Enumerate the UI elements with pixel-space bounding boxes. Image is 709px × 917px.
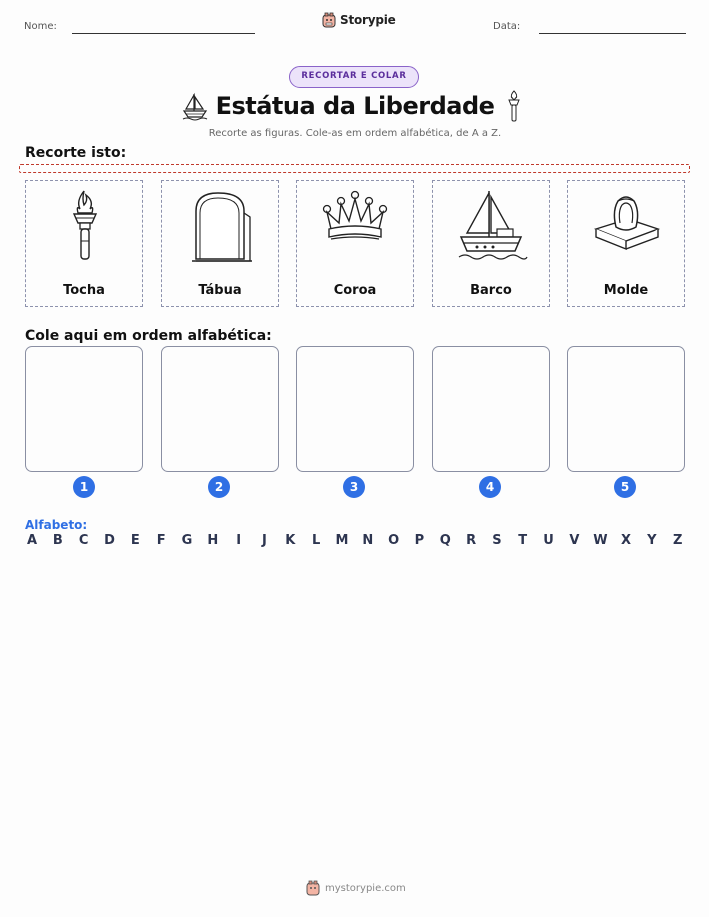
page-title: Estátua da Liberdade	[215, 92, 495, 120]
alphabet-title: Alfabeto:	[25, 518, 88, 532]
alphabet-letter: X	[621, 533, 632, 548]
card-label: Coroa	[333, 283, 377, 298]
crown-icon	[297, 181, 415, 281]
paste-box-5[interactable]	[567, 346, 685, 472]
alphabet-letter: J	[262, 533, 267, 548]
alphabet-letter: R	[466, 533, 477, 548]
brand-name: Storypie	[340, 13, 396, 27]
alphabet-letter: L	[311, 533, 321, 548]
date-line[interactable]	[539, 33, 686, 34]
alphabet-letter: E	[130, 533, 140, 548]
alphabet-letter: D	[104, 533, 115, 548]
cutout-card-tabua[interactable]	[161, 180, 279, 307]
alphabet-letter: N	[362, 533, 374, 548]
date-label: Data:	[493, 21, 521, 32]
number-badge-3: 3	[343, 476, 365, 498]
cutout-card-coroa[interactable]	[296, 180, 414, 307]
cut-section-title: Recorte isto:	[25, 145, 127, 161]
boat-icon	[433, 181, 551, 281]
alphabet-letter: T	[518, 533, 528, 548]
alphabet-letter: Y	[647, 533, 657, 548]
storypie-mascot-icon	[306, 880, 320, 896]
alphabet-letter: U	[543, 533, 554, 548]
alphabet-letter: K	[285, 533, 296, 548]
alphabet-letter: Z	[672, 533, 683, 548]
paste-box-1[interactable]	[25, 346, 143, 472]
alphabet-letter: B	[52, 533, 63, 548]
name-label: Nome:	[24, 21, 57, 32]
number-badge-1: 1	[73, 476, 95, 498]
brand-logo	[322, 12, 396, 28]
alphabet-letter: M	[335, 533, 349, 548]
alphabet-letter: O	[388, 533, 400, 548]
alphabet-letter: W	[593, 533, 608, 548]
torch-small-icon	[505, 89, 523, 123]
number-badge-2: 2	[208, 476, 230, 498]
alphabet-letter: G	[181, 533, 193, 548]
number-badge-4: 4	[479, 476, 501, 498]
alphabet-letter: C	[78, 533, 89, 548]
activity-badge: RECORTAR E COLAR	[289, 66, 419, 88]
footer	[306, 880, 406, 896]
cut-line	[19, 164, 690, 173]
card-label: Tocha	[63, 283, 105, 298]
alphabet-letter: H	[207, 533, 219, 548]
alphabet-letter: I	[236, 533, 242, 548]
number-badge-5: 5	[614, 476, 636, 498]
paste-box-3[interactable]	[296, 346, 414, 472]
torch-icon	[26, 181, 144, 281]
paste-section-title: Cole aqui em ordem alfabética:	[25, 328, 272, 344]
cutout-card-barco[interactable]	[432, 180, 550, 307]
alphabet-letter: V	[569, 533, 580, 548]
card-label: Barco	[470, 283, 512, 298]
card-label: Molde	[603, 283, 649, 298]
footer-url[interactable]: mystorypie.com	[325, 882, 406, 894]
instructions: Recorte as figuras. Cole-as em ordem alfabética, de A a Z.	[208, 128, 502, 139]
storypie-mascot-icon	[322, 12, 336, 28]
alphabet-letter: A	[26, 533, 38, 548]
card-label: Tábua	[198, 283, 242, 298]
alphabet-letter: Q	[439, 533, 451, 548]
cutout-card-tocha[interactable]	[25, 180, 143, 307]
mold-icon	[568, 181, 686, 281]
paste-box-4[interactable]	[432, 346, 550, 472]
alphabet-letter: F	[156, 533, 166, 548]
alphabet-letter: P	[414, 533, 425, 548]
alphabet-row	[25, 533, 685, 548]
cutout-card-molde[interactable]	[567, 180, 685, 307]
tablet-icon	[162, 181, 280, 281]
alphabet-letter: S	[492, 533, 502, 548]
name-line[interactable]	[72, 33, 255, 34]
sailboat-icon	[181, 91, 209, 121]
paste-box-2[interactable]	[161, 346, 279, 472]
